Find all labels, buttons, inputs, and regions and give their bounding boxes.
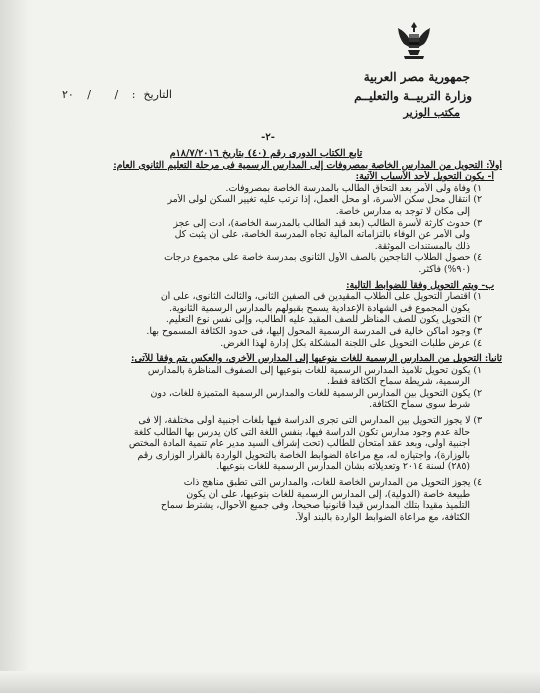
date-separator: /	[87, 88, 91, 101]
list-item: ٤) حصول الطلاب الناجحين بالصف الأول الثانوى بمدرسة خاصة على مجموع درجات	[164, 252, 482, 264]
list-item: ٤) عرض طلبات التحويل على اللجنة المشكلة بكل إدارة لهذا الغرض.	[220, 337, 482, 349]
list-item-continued: (٩٠%) فأكثر.	[418, 263, 470, 275]
list-item: ١) وفاة ولى الأمر بعد التحاق الطالب بالمدرسة الخاصة بمصروفات.	[225, 182, 482, 194]
list-item: ٢) التحويل يكون للصف المناظر للصف المقيد عليه الطالب، وإلى نفس نوع التعليم.	[165, 314, 482, 326]
date-line	[22, 88, 172, 101]
date-separator: /	[114, 88, 119, 101]
letterhead-ministry: وزارة التربيــة والتعليــم	[354, 89, 472, 103]
list-item-continued: حالة عدم وجود مدارس تكون الدراسة فيها، بنفس اللغة التى كان يدرس بها الطالب كلغة	[133, 426, 470, 438]
date-label: التاريخ	[143, 88, 172, 101]
list-item: ٣) لا يجوز التحويل بين المدارس التى تجرى الدراسة فيها بلغات أجنبية أولى مختلفة، إلا فى	[138, 415, 482, 427]
date-year: ٢٠	[61, 88, 74, 101]
subsection-heading: أ- يكون التحويل لأحد الأسباب الآتية:	[355, 171, 494, 183]
section-heading: أولاً: التحويل من المدارس الخاصة بمصروفات إلى المدارس الرسمية فى مرحلة التعليم الثانوى العام:	[113, 159, 502, 171]
letterhead-country: جمهورية مصر العربية	[363, 70, 470, 84]
list-item: ٤) يجوز التحويل من المدارس الخاصة للغات، والمدارس التى تطبق مناهج ذات	[183, 477, 482, 489]
section-heading: ثانياً: التحويل من المدارس الرسمية للغات بنوعيها إلى المدارس الأخرى، والعكس يتم وفقاً للآتى:	[131, 353, 502, 365]
list-item: ٣) حدوث كارثة لأسرة الطالب (بعد قيد الطالب بالمدرسة الخاصة)، أدت إلى عجز	[173, 217, 482, 229]
page-shadow-left	[0, 0, 30, 693]
list-item-continued: الكثافة، مع مراعاة الضوابط الواردة بالبند أولاً.	[295, 511, 470, 523]
list-item-continued: ولى الأمر عن الوفاء بالتزاماته المالية تجاه المدرسة الخاصة، على أن يثبت كل	[174, 229, 470, 241]
list-item: ٢) انتقال محل سكن الأسرة، أو محل العمل، إذا ترتب عليه تغيير السكن لولى الأمر	[167, 194, 482, 206]
list-item-continued: يكون المجموع فى الشهادة الإعدادية يسمح بقبولهم بالمدارس الرسمية الثانوية.	[169, 302, 470, 314]
date-colon: :	[131, 88, 136, 101]
list-item: ١) يكون تحويل تلاميذ المدارس الرسمية للغات بنوعيها إلى الصفوف المناظرة بالمدارس	[147, 364, 482, 376]
list-item-continued: أجنبية أولى، وبعد عقد امتحان للطالب (تحت إشراف السيد مدير عام تنمية المادة المختص	[128, 438, 470, 450]
page-number: -٢-	[261, 132, 275, 143]
list-item-continued: الرسمية، شريطة سماح الكثافة فقط.	[327, 376, 470, 388]
list-item-continued: بالوزارة)، واجتيازه له، مع مراعاة الضوابط الخاصة بالتحويل الواردة بالقرار الوزارى رقم	[137, 449, 470, 461]
list-item-continued: شرط سوى سماح الكثافة.	[369, 399, 470, 411]
list-item-continued: (٢٨٥) لسنة ٢٠١٤ وتعديلاته بشأن المدارس الرسمية للغات بنوعيها.	[216, 461, 470, 473]
list-item-continued: التلميذ مقيداً بتلك المدارس قيداً قانونياً صحيحاً، وفى جميع الأحوال، يشترط سماح	[160, 500, 470, 512]
list-item: ١) اقتصار التحويل على الطلاب المقيدين فى الصفين الثانى، والثالث الثانوى، على أن	[160, 291, 482, 303]
letterhead-office: مكتب الوزير	[403, 106, 460, 119]
list-item-continued: طبيعة خاصة (الدولية)، إلى المدارس الرسمية للغات بنوعيها، على أن يكون	[186, 488, 470, 500]
document-body	[30, 148, 502, 523]
list-item: ٣) وجود أماكن خالية فى المدرسة الرسمية المحول إليها، فى حدود الكثافة المسموح بها.	[146, 325, 482, 337]
list-item: ٢) يكون التحويل بين المدارس الرسمية للغات والمدارس الرسمية المتميزة للغات، دون	[150, 387, 482, 399]
eagle-emblem-icon	[394, 18, 434, 64]
list-item-continued: إلى مكان لا توجد به مدارس خاصة.	[335, 205, 470, 217]
subsection-heading: ب- ويتم التحويل وفقاً للضوابط التالية:	[346, 279, 494, 291]
page-shadow-bottom	[0, 671, 540, 693]
document-title: تابع الكتاب الدورى رقم (٤٠) بتاريخ ١٨/٧/٢٠١٦م	[169, 148, 363, 159]
list-item-continued: ذلك بالمستندات الموثقة.	[374, 240, 470, 252]
